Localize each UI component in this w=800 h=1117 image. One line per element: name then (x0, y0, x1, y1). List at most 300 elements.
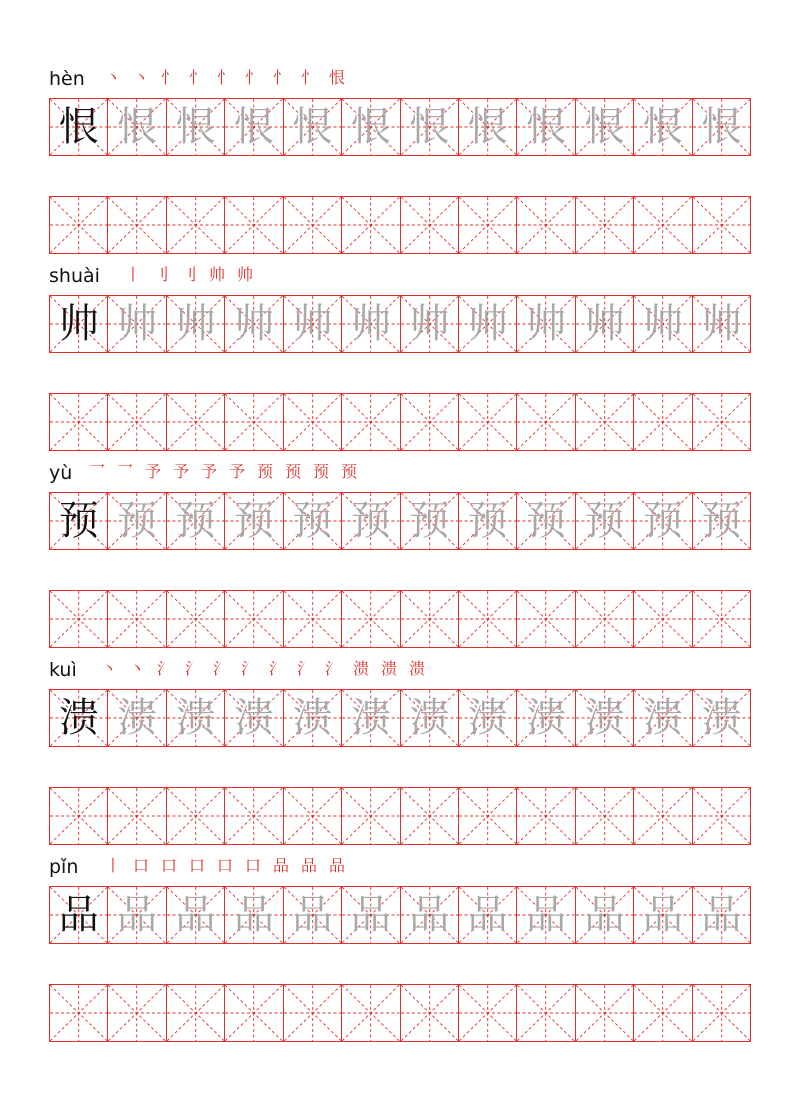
trace-character: 溃 (409, 695, 450, 741)
stroke-order-step: 予 (144, 462, 161, 481)
blank-practice-cell[interactable] (692, 394, 750, 450)
blank-practice-cell[interactable] (458, 985, 516, 1041)
model-character: 品 (58, 892, 99, 938)
stroke-order-step: 溃 (380, 659, 397, 678)
cell-guide-lines (284, 197, 341, 253)
trace-character: 帅 (584, 301, 625, 347)
practice-row-blank (49, 590, 751, 648)
stroke-order-step: 予 (228, 462, 245, 481)
blank-practice-cell[interactable] (166, 591, 224, 647)
trace-character: 预 (409, 498, 450, 544)
cell-guide-lines (459, 197, 516, 253)
trace-character: 溃 (117, 695, 158, 741)
trace-character: 品 (584, 892, 625, 938)
trace-character: 品 (233, 892, 274, 938)
blank-practice-cell[interactable] (633, 394, 691, 450)
cell-guide-lines (225, 985, 282, 1041)
cell-guide-lines (634, 394, 691, 450)
stroke-order-sequence (101, 856, 349, 876)
stroke-order-step: 品 (328, 856, 345, 875)
cell-guide-lines (576, 197, 633, 253)
cell-guide-lines (342, 394, 399, 450)
trace-character-cell (400, 296, 458, 352)
stroke-order-step: 丶 (104, 68, 121, 87)
practice-row-blank (49, 196, 751, 254)
stroke-order-step: 恨 (328, 68, 345, 87)
trace-character-cell (692, 296, 750, 352)
trace-character-cell (224, 493, 282, 549)
trace-character-cell (458, 887, 516, 943)
blank-practice-cell[interactable] (458, 591, 516, 647)
stroke-order-step: 予 (200, 462, 217, 481)
stroke-order-step: 溃 (408, 659, 425, 678)
cell-guide-lines (284, 788, 341, 844)
trace-character: 恨 (233, 104, 274, 150)
stroke-order-step: 口 (160, 856, 177, 875)
blank-practice-cell[interactable] (341, 985, 399, 1041)
cell-guide-lines (459, 591, 516, 647)
cell-guide-lines (108, 591, 165, 647)
blank-practice-cell[interactable] (633, 788, 691, 844)
model-character-cell (50, 887, 107, 943)
pinyin-label: yù (49, 462, 73, 484)
cell-guide-lines (225, 197, 282, 253)
cell-guide-lines (693, 788, 750, 844)
trace-character: 溃 (701, 695, 742, 741)
trace-character-cell (516, 99, 574, 155)
stroke-order-step: 口 (132, 856, 149, 875)
cell-guide-lines (576, 394, 633, 450)
trace-character-cell (400, 887, 458, 943)
blank-practice-cell[interactable] (107, 197, 165, 253)
trace-character-cell (633, 887, 691, 943)
cell-guide-lines (693, 197, 750, 253)
cell-guide-lines (401, 985, 458, 1041)
cell-guide-lines (634, 788, 691, 844)
cell-guide-lines (517, 591, 574, 647)
stroke-order-step: 氵 (212, 659, 229, 678)
trace-character: 帅 (467, 301, 508, 347)
trace-character-cell (516, 493, 574, 549)
trace-character-cell (224, 887, 282, 943)
cell-guide-lines (401, 591, 458, 647)
stroke-order-step: 丶 (132, 68, 149, 87)
blank-practice-cell[interactable] (575, 985, 633, 1041)
trace-character: 品 (642, 892, 683, 938)
stroke-order-step: 氵 (156, 659, 173, 678)
cell-guide-lines (517, 985, 574, 1041)
trace-character: 溃 (233, 695, 274, 741)
trace-character-cell (341, 690, 399, 746)
trace-character-cell (166, 887, 224, 943)
trace-character-cell (166, 493, 224, 549)
trace-character: 恨 (175, 104, 216, 150)
trace-character: 恨 (701, 104, 742, 150)
blank-practice-cell[interactable] (166, 788, 224, 844)
stroke-order-step: 刂 (152, 265, 169, 284)
trace-character-cell (692, 887, 750, 943)
stroke-order-step: 帅 (208, 265, 225, 284)
trace-character-cell (107, 887, 165, 943)
cell-guide-lines (50, 197, 107, 253)
trace-character-cell (400, 690, 458, 746)
blank-practice-cell[interactable] (341, 788, 399, 844)
stroke-order-step: 丶 (100, 659, 117, 678)
practice-row-blank (49, 393, 751, 451)
trace-character-cell (166, 99, 224, 155)
trace-character: 溃 (175, 695, 216, 741)
trace-character-cell (283, 690, 341, 746)
trace-character-cell (107, 690, 165, 746)
stroke-order-step: 品 (300, 856, 317, 875)
blank-practice-cell[interactable] (50, 394, 107, 450)
blank-practice-cell[interactable] (341, 197, 399, 253)
trace-character: 预 (467, 498, 508, 544)
blank-practice-cell[interactable] (224, 788, 282, 844)
trace-character-cell (633, 99, 691, 155)
cell-guide-lines (693, 591, 750, 647)
blank-practice-cell[interactable] (458, 394, 516, 450)
trace-character-cell (633, 690, 691, 746)
trace-character-cell (575, 296, 633, 352)
trace-character: 帅 (175, 301, 216, 347)
blank-practice-cell[interactable] (224, 985, 282, 1041)
cell-guide-lines (50, 985, 107, 1041)
stroke-order-step: 忄 (188, 68, 205, 87)
blank-practice-cell[interactable] (341, 394, 399, 450)
blank-practice-cell[interactable] (458, 788, 516, 844)
cell-guide-lines (108, 394, 165, 450)
trace-character-cell (516, 296, 574, 352)
cell-guide-lines (50, 788, 107, 844)
model-character: 帅 (58, 301, 99, 347)
cell-guide-lines (576, 985, 633, 1041)
stroke-order-step: 忄 (160, 68, 177, 87)
blank-practice-cell[interactable] (283, 197, 341, 253)
blank-practice-cell[interactable] (516, 197, 574, 253)
blank-practice-cell[interactable] (692, 197, 750, 253)
trace-character: 恨 (350, 104, 391, 150)
trace-character-cell (341, 296, 399, 352)
trace-character: 预 (584, 498, 625, 544)
cell-guide-lines (225, 394, 282, 450)
pinyin-label: pǐn (49, 856, 79, 878)
trace-character: 预 (233, 498, 274, 544)
model-character-cell (50, 493, 107, 549)
trace-character: 溃 (584, 695, 625, 741)
stroke-order-step: 预 (340, 462, 357, 481)
stroke-order-step: 丶 (128, 659, 145, 678)
cell-guide-lines (342, 788, 399, 844)
trace-character-cell (283, 296, 341, 352)
blank-practice-cell[interactable] (107, 394, 165, 450)
trace-character-cell (575, 690, 633, 746)
blank-practice-cell[interactable] (224, 394, 282, 450)
trace-character: 溃 (526, 695, 567, 741)
stroke-order-step: 口 (188, 856, 205, 875)
blank-practice-cell[interactable] (224, 197, 282, 253)
trace-character-cell (633, 493, 691, 549)
practice-row-traced (49, 689, 751, 747)
trace-character: 品 (117, 892, 158, 938)
blank-practice-cell[interactable] (575, 197, 633, 253)
cell-guide-lines (108, 788, 165, 844)
blank-practice-cell[interactable] (516, 394, 574, 450)
cell-guide-lines (342, 591, 399, 647)
stroke-order-step: 氵 (184, 659, 201, 678)
stroke-order-step: 忄 (244, 68, 261, 87)
blank-practice-cell[interactable] (516, 788, 574, 844)
cell-guide-lines (284, 394, 341, 450)
model-character-cell (50, 690, 107, 746)
blank-practice-cell[interactable] (341, 591, 399, 647)
cell-guide-lines (167, 985, 224, 1041)
trace-character-cell (458, 493, 516, 549)
cell-guide-lines (50, 394, 107, 450)
trace-character: 品 (350, 892, 391, 938)
cell-guide-lines (634, 197, 691, 253)
blank-practice-cell[interactable] (107, 788, 165, 844)
trace-character-cell (575, 493, 633, 549)
stroke-order-step: 预 (284, 462, 301, 481)
cell-guide-lines (634, 591, 691, 647)
cell-guide-lines (167, 197, 224, 253)
trace-character: 品 (467, 892, 508, 938)
blank-practice-cell[interactable] (400, 985, 458, 1041)
trace-character: 恨 (526, 104, 567, 150)
blank-practice-cell[interactable] (633, 591, 691, 647)
blank-practice-cell[interactable] (400, 591, 458, 647)
cell-guide-lines (459, 985, 516, 1041)
trace-character-cell (400, 493, 458, 549)
blank-practice-cell[interactable] (107, 985, 165, 1041)
cell-guide-lines (401, 788, 458, 844)
trace-character-cell (107, 493, 165, 549)
blank-practice-cell[interactable] (166, 394, 224, 450)
stroke-order-step: 丨 (124, 265, 141, 284)
trace-character: 帅 (117, 301, 158, 347)
blank-practice-cell[interactable] (283, 788, 341, 844)
trace-character: 溃 (350, 695, 391, 741)
model-character: 溃 (58, 695, 99, 741)
stroke-order-step: 氵 (296, 659, 313, 678)
blank-practice-cell[interactable] (400, 197, 458, 253)
trace-character: 预 (642, 498, 683, 544)
model-character-cell (50, 99, 107, 155)
blank-practice-cell[interactable] (400, 788, 458, 844)
stroke-order-step: 忄 (300, 68, 317, 87)
model-character: 恨 (58, 104, 99, 150)
stroke-order-step: 忄 (216, 68, 233, 87)
trace-character: 溃 (292, 695, 333, 741)
practice-row-traced (49, 295, 751, 353)
blank-practice-cell[interactable] (224, 591, 282, 647)
stroke-order-step: 忄 (272, 68, 289, 87)
stroke-order-step: 氵 (324, 659, 341, 678)
cell-guide-lines (167, 788, 224, 844)
trace-character: 品 (526, 892, 567, 938)
trace-character: 品 (701, 892, 742, 938)
cell-guide-lines (108, 985, 165, 1041)
stroke-order-step: 乛 (88, 462, 105, 481)
pinyin-label: shuài (49, 265, 100, 287)
cell-guide-lines (50, 591, 107, 647)
trace-character-cell (166, 690, 224, 746)
cell-guide-lines (517, 394, 574, 450)
cell-guide-lines (342, 197, 399, 253)
stroke-order-step: 氵 (268, 659, 285, 678)
trace-character: 预 (526, 498, 567, 544)
trace-character-cell (341, 99, 399, 155)
stroke-order-step: 口 (216, 856, 233, 875)
trace-character-cell (224, 690, 282, 746)
trace-character: 溃 (642, 695, 683, 741)
practice-row-blank (49, 984, 751, 1042)
blank-practice-cell[interactable] (575, 394, 633, 450)
cell-guide-lines (517, 197, 574, 253)
trace-character-cell (283, 493, 341, 549)
trace-character-cell (692, 690, 750, 746)
blank-practice-cell[interactable] (400, 394, 458, 450)
stroke-order-step: 乛 (116, 462, 133, 481)
model-character-cell (50, 296, 107, 352)
blank-practice-cell[interactable] (516, 591, 574, 647)
stroke-order-step: 品 (272, 856, 289, 875)
stroke-order-step: 丨 (104, 856, 121, 875)
pinyin-label: kuì (49, 659, 77, 681)
stroke-order-step: 预 (256, 462, 273, 481)
blank-practice-cell[interactable] (50, 788, 107, 844)
stroke-order-step: 溃 (352, 659, 369, 678)
trace-character-cell (224, 99, 282, 155)
trace-character-cell (107, 99, 165, 155)
trace-character: 恨 (292, 104, 333, 150)
trace-character: 帅 (642, 301, 683, 347)
trace-character: 溃 (467, 695, 508, 741)
trace-character-cell (283, 99, 341, 155)
trace-character-cell (516, 887, 574, 943)
cell-guide-lines (401, 394, 458, 450)
trace-character-cell (458, 99, 516, 155)
blank-practice-cell[interactable] (166, 985, 224, 1041)
trace-character: 帅 (701, 301, 742, 347)
blank-practice-cell[interactable] (575, 788, 633, 844)
blank-practice-cell[interactable] (50, 985, 107, 1041)
trace-character-cell (283, 887, 341, 943)
practice-row-traced (49, 492, 751, 550)
trace-character-cell (458, 690, 516, 746)
blank-practice-cell[interactable] (50, 591, 107, 647)
cell-guide-lines (517, 788, 574, 844)
blank-practice-cell[interactable] (166, 197, 224, 253)
cell-guide-lines (459, 788, 516, 844)
blank-practice-cell[interactable] (458, 197, 516, 253)
trace-character: 预 (175, 498, 216, 544)
model-character: 预 (58, 498, 99, 544)
trace-character-cell (575, 99, 633, 155)
blank-practice-cell[interactable] (516, 985, 574, 1041)
trace-character: 帅 (292, 301, 333, 347)
trace-character: 预 (701, 498, 742, 544)
blank-practice-cell[interactable] (575, 591, 633, 647)
trace-character-cell (107, 296, 165, 352)
blank-practice-cell[interactable] (692, 985, 750, 1041)
cell-guide-lines (167, 394, 224, 450)
trace-character: 恨 (409, 104, 450, 150)
trace-character: 帅 (409, 301, 450, 347)
trace-character: 预 (292, 498, 333, 544)
trace-character: 帅 (526, 301, 567, 347)
trace-character: 品 (409, 892, 450, 938)
practice-row-traced (49, 98, 751, 156)
trace-character-cell (341, 493, 399, 549)
trace-character-cell (575, 887, 633, 943)
cell-guide-lines (342, 985, 399, 1041)
cell-guide-lines (225, 788, 282, 844)
trace-character-cell (516, 690, 574, 746)
trace-character: 恨 (117, 104, 158, 150)
blank-practice-cell[interactable] (283, 394, 341, 450)
cell-guide-lines (284, 985, 341, 1041)
blank-practice-cell[interactable] (107, 591, 165, 647)
trace-character: 帅 (350, 301, 391, 347)
trace-character: 品 (175, 892, 216, 938)
trace-character-cell (692, 493, 750, 549)
cell-guide-lines (284, 591, 341, 647)
trace-character: 预 (117, 498, 158, 544)
practice-row-blank (49, 787, 751, 845)
blank-practice-cell[interactable] (633, 985, 691, 1041)
cell-guide-lines (225, 591, 282, 647)
trace-character-cell (400, 99, 458, 155)
trace-character-cell (166, 296, 224, 352)
blank-practice-cell[interactable] (50, 197, 107, 253)
trace-character: 恨 (584, 104, 625, 150)
cell-guide-lines (693, 394, 750, 450)
trace-character-cell (224, 296, 282, 352)
stroke-order-step: 氵 (240, 659, 257, 678)
blank-practice-cell[interactable] (283, 985, 341, 1041)
cell-guide-lines (576, 591, 633, 647)
stroke-order-step: 予 (172, 462, 189, 481)
cell-guide-lines (459, 394, 516, 450)
trace-character: 恨 (467, 104, 508, 150)
trace-character-cell (633, 296, 691, 352)
blank-practice-cell[interactable] (692, 788, 750, 844)
stroke-order-step: 预 (312, 462, 329, 481)
blank-practice-cell[interactable] (692, 591, 750, 647)
stroke-order-sequence (121, 265, 257, 285)
pinyin-label: hèn (49, 68, 85, 90)
cell-guide-lines (693, 985, 750, 1041)
trace-character-cell (692, 99, 750, 155)
trace-character: 预 (350, 498, 391, 544)
stroke-order-step: 帅 (236, 265, 253, 284)
blank-practice-cell[interactable] (633, 197, 691, 253)
trace-character-cell (458, 296, 516, 352)
cell-guide-lines (634, 985, 691, 1041)
stroke-order-sequence (97, 659, 429, 679)
cell-guide-lines (167, 591, 224, 647)
blank-practice-cell[interactable] (283, 591, 341, 647)
trace-character-cell (341, 887, 399, 943)
cell-guide-lines (576, 788, 633, 844)
cell-guide-lines (401, 197, 458, 253)
trace-character: 品 (292, 892, 333, 938)
stroke-order-step: 口 (244, 856, 261, 875)
cell-guide-lines (108, 197, 165, 253)
stroke-order-step: 刂 (180, 265, 197, 284)
